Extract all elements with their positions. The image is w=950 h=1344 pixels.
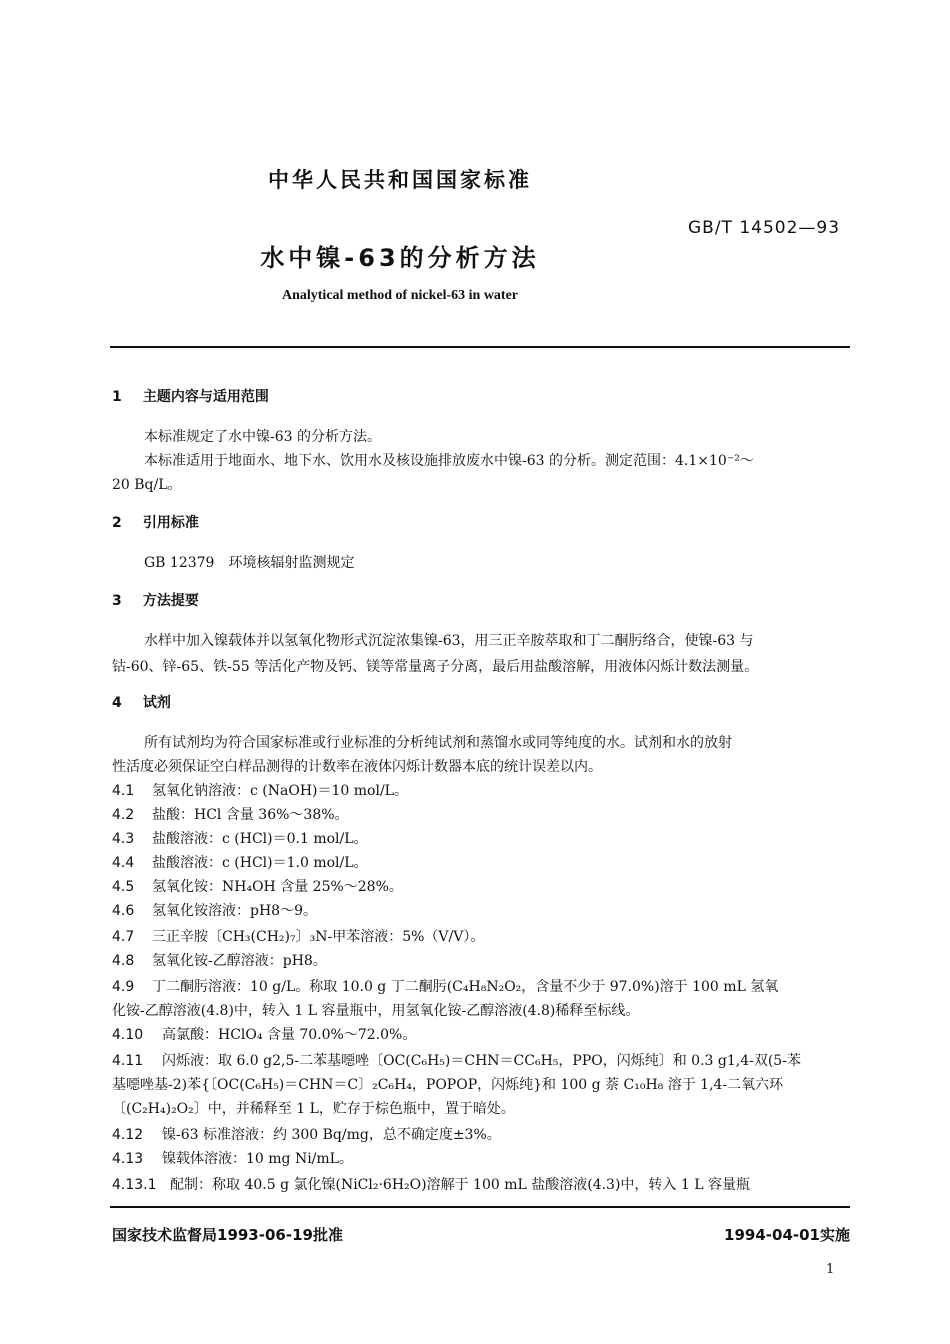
item-number: 4.2	[112, 807, 135, 823]
referenced-standard: GB 12379 环境核辐射监测规定	[144, 555, 355, 571]
section-number: 2	[112, 515, 122, 531]
item-text: 配制：称取 40.5 g 氯化镍(NiCl₂·6H₂O)溶解于 100 mL 盐酸溶液(4.3)中，转入 1 L 容量瓶	[170, 1177, 750, 1193]
section-1-heading	[112, 386, 269, 406]
item-number: 4.4	[112, 855, 135, 871]
section-title: 方法提要	[142, 593, 199, 609]
item-text: 〔(C₂H₄)₂O₂〕中，并稀释至 1 L，贮存于棕色瓶中，置于暗处。	[112, 1101, 515, 1117]
reagent-item	[112, 804, 349, 824]
reagent-item	[112, 926, 484, 946]
reagent-item	[112, 976, 778, 996]
reagent-item	[112, 1148, 353, 1168]
reagent-item-continued	[112, 1098, 515, 1118]
item-text: 丁二酮肟溶液：10 g/L。称取 10.0 g 丁二酮肟(C₄H₈N₂O₂，含量不少于 97.0%)溶于 100 mL 氢氧	[152, 979, 779, 995]
item-text: 氢氧化铵-乙醇溶液：pH8。	[152, 953, 327, 969]
reagent-item	[112, 828, 368, 848]
reagent-item	[112, 1124, 501, 1144]
reagent-item	[112, 852, 368, 872]
item-number: 4.6	[112, 903, 135, 919]
item-text: 闪烁液：取 6.0 g2,5-二苯基噁唑〔OC(C₆H₅)＝CHN＝CC₆H₅，PPO，闪烁纯〕和 0.3 g1,4-双(5-苯	[162, 1053, 801, 1069]
item-number: 4.3	[112, 831, 135, 847]
item-number: 4.1	[112, 783, 135, 799]
section-number: 4	[112, 695, 122, 711]
item-text: 基噁唑基-2)苯{〔OC(C₆H₅)＝CHN＝C〕₂C₆H₄，POPOP，闪烁纯}和 100 g 萘 C₁₀H₈ 溶于 1,4-二氧六环	[112, 1077, 784, 1093]
item-text: 镍载体溶液：10 mg Ni/mL。	[162, 1151, 353, 1167]
item-text: 化铵-乙醇溶液(4.8)中，转入 1 L 容量瓶中，用氢氧化铵-乙醇溶液(4.8)稀释至标线。	[112, 1003, 640, 1019]
item-text: 盐酸溶液：c (HCl)＝1.0 mol/L。	[152, 855, 368, 871]
item-text: 盐酸：HCl 含量 36%～38%。	[152, 807, 349, 823]
section-number: 1	[112, 389, 122, 405]
page-number: 1	[826, 1262, 835, 1277]
reagent-item	[112, 1174, 750, 1194]
reagent-item	[112, 1024, 416, 1044]
item-number: 4.12	[112, 1127, 144, 1143]
item-number: 4.13.1	[112, 1177, 157, 1193]
item-text: 氢氧化钠溶液：c (NaOH)＝10 mol/L。	[152, 783, 408, 799]
section-title: 引用标准	[142, 515, 199, 531]
item-text: 氢氧化铵溶液：pH8～9。	[152, 903, 317, 919]
section-title: 主题内容与适用范围	[142, 389, 269, 405]
reagent-item-continued	[112, 1000, 639, 1020]
section-number: 3	[112, 593, 122, 609]
paragraph: 本标准适用于地面水、地下水、饮用水及核设施排放废水中镍-63 的分析。测定范围：4.1×10⁻²～	[144, 453, 754, 469]
item-number: 4.5	[112, 879, 135, 895]
item-number: 4.11	[112, 1053, 144, 1069]
paragraph: 所有试剂均为符合国家标准或行业标准的分析纯试剂和蒸馏水或同等纯度的水。试剂和水的放射	[144, 735, 732, 751]
section-4-heading	[112, 692, 171, 712]
item-number: 4.8	[112, 953, 135, 969]
item-text: 高氯酸：HClO₄ 含量 70.0%～72.0%。	[162, 1027, 417, 1043]
item-text: 氢氧化铵：NH₄OH 含量 25%～28%。	[152, 879, 403, 895]
paragraph-continued: 钴-60、锌-65、铁-55 等活化产物及钙、镁等常量离子分离，最后用盐酸溶解，用液体闪烁计数法测量。	[112, 659, 759, 675]
item-text: 三正辛胺〔CH₃(CH₂)₇〕₃N-甲苯溶液：5%（V/V）。	[152, 929, 485, 945]
item-text: 镍-63 标准溶液：约 300 Bq/mg，总不确定度±3%。	[162, 1127, 501, 1143]
reagent-item	[112, 780, 408, 800]
reagent-item	[112, 876, 403, 896]
reagent-item	[112, 1050, 801, 1070]
item-number: 4.7	[112, 929, 135, 945]
footer-rule	[110, 1206, 850, 1208]
section-3-heading	[112, 590, 199, 610]
header-rule	[110, 346, 850, 348]
paragraph-continued: 20 Bq/L。	[112, 477, 182, 493]
section-title: 试剂	[142, 695, 171, 711]
reagent-item-continued	[112, 1074, 783, 1094]
item-text: 盐酸溶液：c (HCl)＝0.1 mol/L。	[152, 831, 368, 847]
item-number: 4.13	[112, 1151, 144, 1167]
document-title-en: Analytical method of nickel-63 in water	[281, 288, 519, 303]
reagent-item	[112, 950, 327, 970]
standard-number: GB/T 14502—93	[688, 218, 841, 238]
paragraph: 本标准规定了水中镍-63 的分析方法。	[144, 429, 381, 445]
reagent-item	[112, 900, 317, 920]
implementation-date: 1994-04-01实施	[724, 1226, 850, 1244]
approval-line: 国家技术监督局1993-06-19批准	[112, 1226, 343, 1244]
document-title-cn: 水中镍-63的分析方法	[260, 244, 540, 272]
section-2-heading	[112, 512, 199, 532]
paragraph-continued: 性活度必须保证空白样品测得的计数率在液体闪烁计数器本底的统计误差以内。	[112, 759, 602, 775]
national-standard-heading: 中华人民共和国国家标准	[268, 168, 532, 192]
item-number: 4.9	[112, 979, 135, 995]
paragraph: 水样中加入镍载体并以氢氧化物形式沉淀浓集镍-63，用三正辛胺萃取和丁二酮肟络合，使镍-63 与	[144, 633, 754, 649]
item-number: 4.10	[112, 1027, 144, 1043]
